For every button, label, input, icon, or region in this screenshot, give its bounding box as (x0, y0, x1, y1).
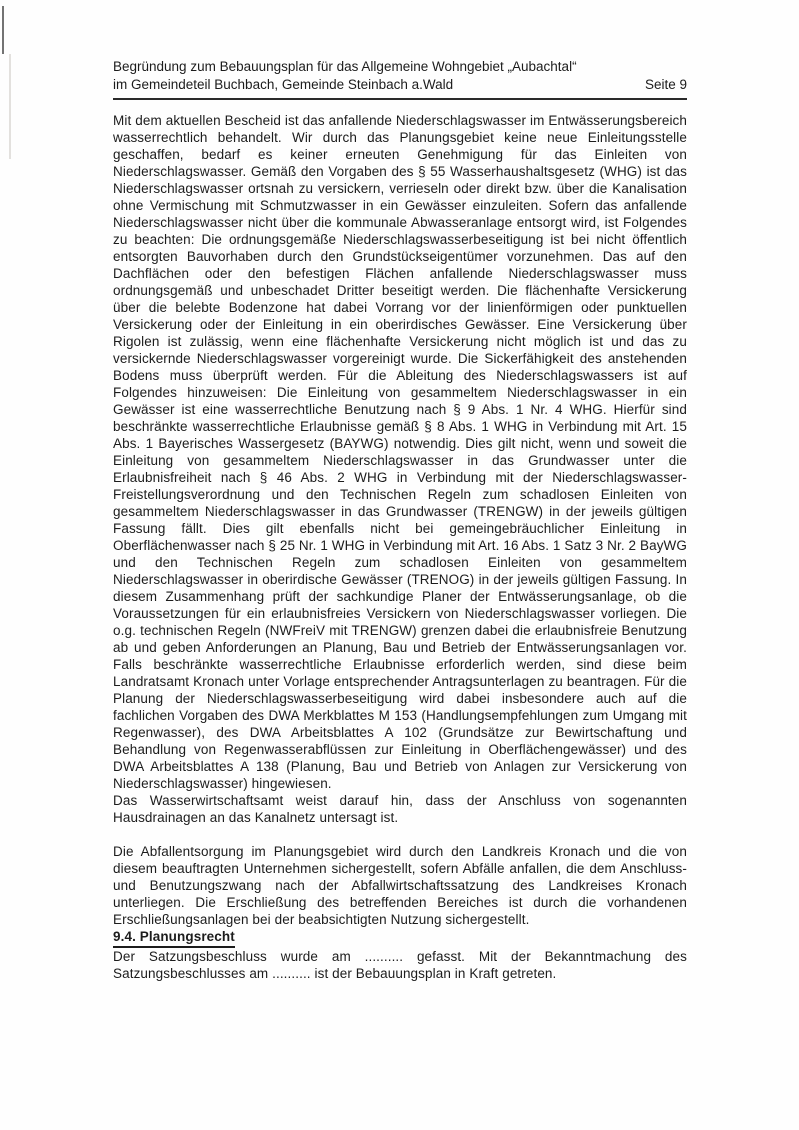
section-heading-planungsrecht (113, 928, 687, 948)
paragraph-satzungsbeschluss: Der Satzungsbeschluss wurde am .......... gefasst. Mit der Bekanntmachung des Satzungsbeschlusses am .......... ist der Bebauungsplan in Kraft getreten. (113, 949, 687, 981)
paragraph-wasserwirtschaftsamt: Das Wasserwirtschaftsamt weist darauf hin, dass der Anschluss von sogenannten Hausdrainagen an das Kanalnetz untersagt ist. (113, 793, 687, 825)
paragraph-stormwater: Mit dem aktuellen Bescheid ist das anfallende Niederschlagswasser im Entwässerungsbereich wasserrechtlich behandelt. Wir durch das Planungsgebiet keine neue Einleitungsstelle geschaffen, bedarf es keiner erneuten Genehmigung für das Einleiten von Niederschlagswasser. Gemäß den Vorgaben des § 55 Wasserhaushaltsgesetz (WHG) ist das Niederschlagswasser ortsnah zu versickern, verrieseln oder direkt bzw. über die Kanalisation ohne Vermischung mit Schmutzwasser in ein Gewässer einzuleiten. Sofern das anfallende Niederschlagswasser nicht über die kommunale Abwasseranlage entsorgt wird, ist Folgendes zu beachten: Die ordnungsgemäße Niederschlagswasserbeseitigung ist bei nicht öffentlich entsorgten Bauvorhaben durch den Grundstückseigentümer vorzunehmen. Das auf den Dachflächen oder den befestigen Flächen anfallende Niederschlagswasser muss ordnungsgemäß und unbeschadet Dritter beseitigt werden. Die flächenhafte Versickerung über die belebte Bodenzone hat dabei Vorrang vor der linienförmigen oder punktuellen Versickerung oder der Einleitung in ein oberirdisches Gewässer. Eine Versickerung über Rigolen ist zulässig, wenn eine flächenhafte Versickerung nicht möglich ist und das zu versickernde Niederschlagswasser vorgereinigt wurde. Die Sickerfähigkeit des anstehenden Bodens muss überprüft werden. Für die Ableitung des Niederschlagswassers ist auf Folgendes hinzuweisen: Die Einleitung von gesammeltem Niederschlagswasser in ein Gewässer ist eine wasserrechtliche Benutzung nach § 9 Abs. 1 Nr. 4 WHG. Hierfür sind beschränkte wasserrechtliche Erlaubnisse gemäß § 8 Abs. 1 WHG in Verbindung mit Art. 15 Abs. 1 Bayerisches Wassergesetz (BAYWG) notwendig. Dies gilt nicht, wenn und soweit die Einleitung von gesammeltem Niederschlagswasser in das Grundwasser unter die Erlaubnisfreiheit nach § 46 Abs. 2 WHG in Verbindung mit der Niederschlagswasser-Freistellungsverordnung und den Technischen Regeln zum schadlosen Einleiten von gesammeltem Niederschlagswasser in das Grundwasser (TRENGW) in der jeweils gültigen Fassung fällt. Dies gilt ebenfalls nicht bei gemeingebräuchlicher Einleitung in Oberflächenwasser nach § 25 Nr. 1 WHG in Verbindung mit Art. 16 Abs. 1 Satz 3 Nr. 2 BayWG und den Technischen Regeln zum schadlosen Einleiten von gesammeltem Niederschlagswasser in oberirdische Gewässer (TRENOG) in der jeweils gültigen Fassung. In diesem Zusammenhang prüft der sachkundige Planer der Entwässerungsanlage, ob die Voraussetzungen für ein erlaubnisfreies Versickern von Niederschlagswasser vorliegen. Die o.g. technischen Regeln (NWFreiV mit TRENGW) grenzen dabei die erlaubnisfreie Benutzung ab und geben Anforderungen an Planung, Bau und Betrieb der Entwässerungsanlagen vor. Falls beschränkte wasserrechtliche Erlaubnisse erforderlich werden, sind diese beim Landratsamt Kronach unter Vorlage entsprechender Antragsunterlagen zu beantragen. Für die Planung der Niederschlagswasserbeseitigung wird dabei insbesondere auch auf die fachlichen Vorgaben des DWA Merkblattes M 153 (Handlungsempfehlungen zum Umgang mit Regenwasser), des DWA Arbeitsblattes A 102 (Grundsätze zur Bewirtschaftung und Behandlung von Regenwasserabflüssen zur Einleitung in Oberflächengewässer) und des DWA Arbeitsblattes A 138 (Planung, Bau und Betrieb von Anlagen zur Versickerung von Niederschlagswasser) hingewiesen. (113, 113, 687, 791)
header-title-line1: Begründung zum Bebauungsplan für das Allgemeine Wohngebiet „Aubachtal“ (113, 59, 577, 74)
header-title-line2: im Gemeindeteil Buchbach, Gemeinde Steinbach a.Wald (113, 77, 454, 92)
page-header (113, 58, 687, 100)
page-number: Seite 9 (644, 77, 687, 92)
section-heading-text: 9.4. Planungsrecht (113, 928, 235, 948)
document-body (113, 112, 687, 982)
paragraph-abfallentsorgung: Die Abfallentsorgung im Planungsgebiet wird durch den Landkreis Kronach und die von diesem beauftragten Unternehmen sichergestellt, sofern Abfälle anfallen, die dem Anschluss- und Benutzungszwang nach der Abfallwirtschaftssatzung des Landkreises Kronach unterliegen. Die Erschließung des betreffenden Bereiches ist durch die vorhandenen Erschließungsanlagen bei der beabsichtigten Nutzung sichergestellt. (113, 844, 687, 927)
scan-artifact-smudge (9, 54, 11, 159)
scan-artifact-line (2, 6, 4, 54)
